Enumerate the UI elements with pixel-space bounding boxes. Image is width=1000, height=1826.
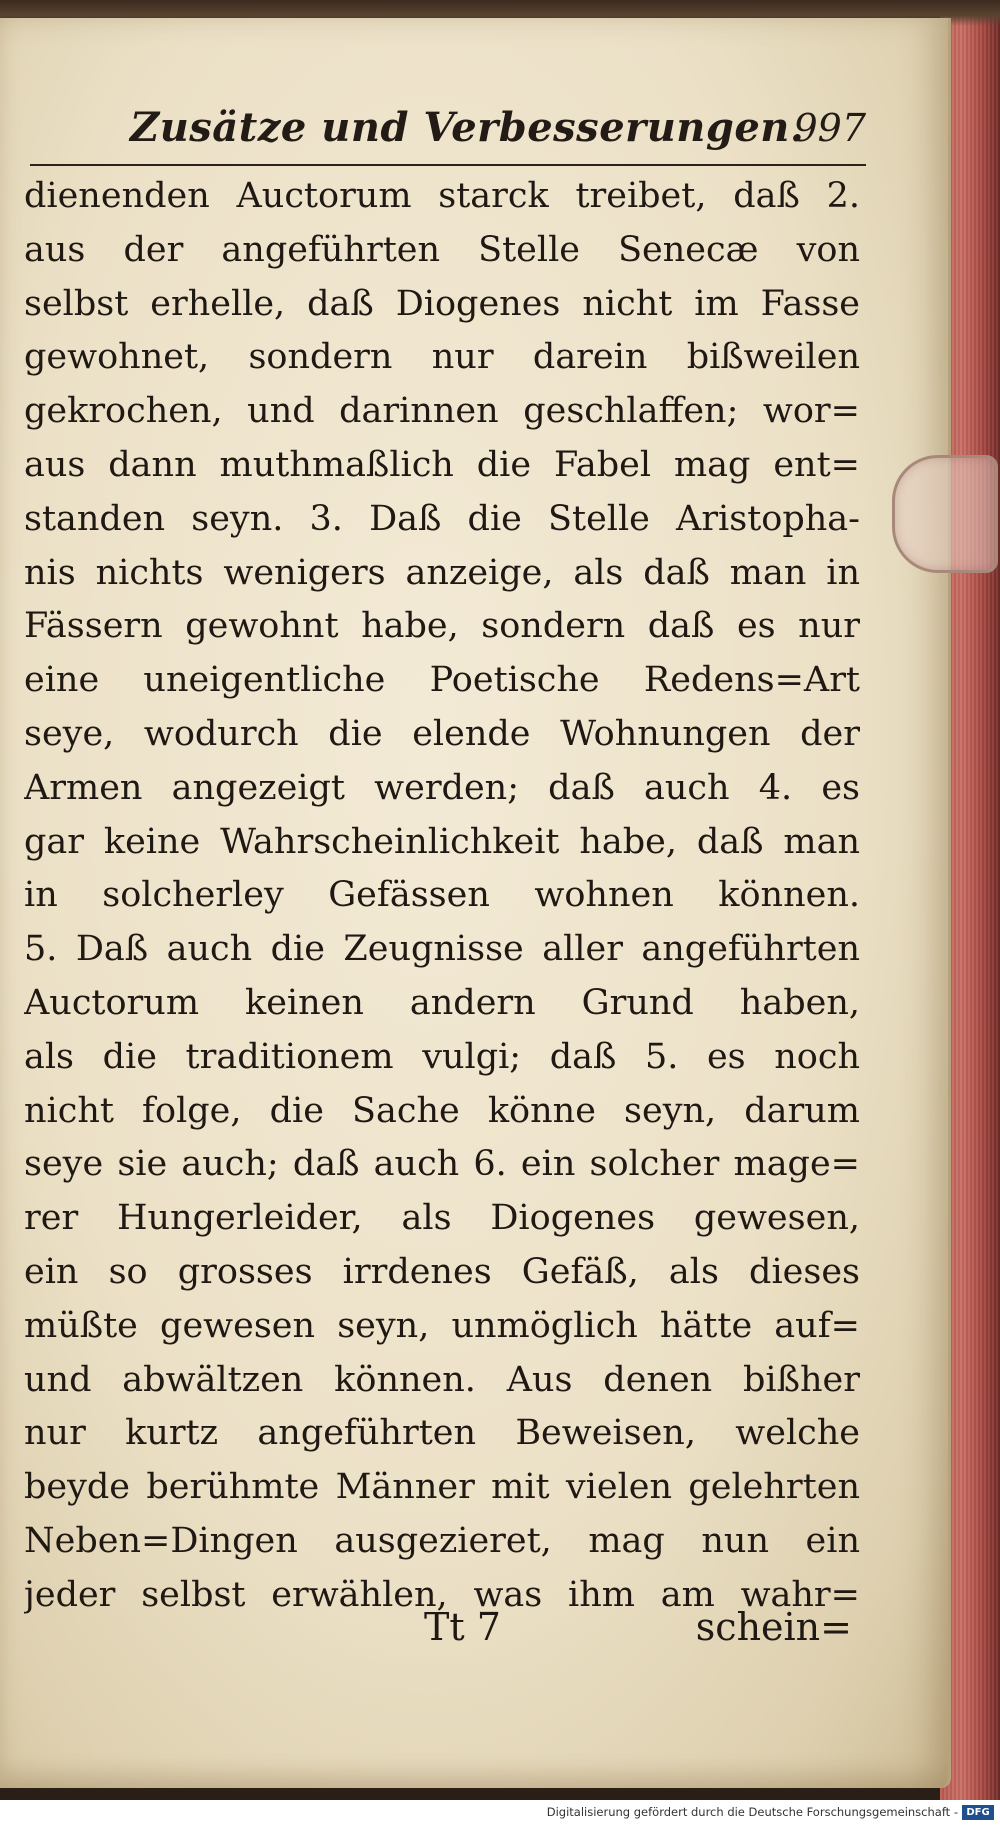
- page-footer: [30, 1605, 866, 1665]
- credit-bar: [0, 1800, 1000, 1826]
- text-line: gekrochen, und darinnen geschlaffen; wor=: [24, 391, 860, 432]
- text-line: Auctorum keinen andern Grund haben,: [24, 982, 860, 1023]
- text-line: Armen angezeigt werden; daß auch 4. es: [24, 767, 860, 808]
- text-line: standen seyn. 3. Daß die Stelle Aristopha-: [24, 498, 860, 539]
- text-line: jeder selbst erwählen, was ihm am wahr=: [24, 1574, 860, 1615]
- text-line: aus der angeführten Stelle Senecæ von: [24, 229, 860, 270]
- text-line: nicht folge, die Sache könne seyn, darum: [24, 1090, 860, 1131]
- text-line: müßte gewesen seyn, unmöglich hätte auf=: [24, 1305, 860, 1346]
- text-line: Neben=Dingen ausgezieret, mag nun ein: [24, 1520, 860, 1561]
- running-head: [30, 100, 866, 166]
- text-line: 5. Daß auch die Zeugnisse aller angeführten: [24, 929, 860, 970]
- text-line: beyde berühmte Männer mit vielen gelehrten: [24, 1467, 860, 1508]
- text-line: gar keine Wahrscheinlichkeit habe, daß man: [24, 821, 860, 862]
- text-line: selbst erhelle, daß Diogenes nicht im Fasse: [24, 283, 860, 324]
- text-line: nis nichts wenigers anzeige, als daß man in: [24, 552, 860, 593]
- text-line: als die traditionem vulgi; daß 5. es noch: [24, 1036, 860, 1077]
- text-line: seye sie auch; daß auch 6. ein solcher mage=: [24, 1144, 860, 1185]
- credit-text: Digitalisierung gefördert durch die Deutsche Forschungsgemeinschaft -: [546, 1805, 958, 1819]
- bookmark-ribbon: [892, 455, 998, 573]
- text-line: dienenden Auctorum starck treibet, daß 2.: [24, 176, 860, 216]
- text-line: seye, wodurch die elende Wohnungen der: [24, 713, 860, 754]
- text-line: rer Hungerleider, als Diogenes gewesen,: [24, 1198, 860, 1239]
- text-line: ein so grosses irrdenes Gefäß, als dieses: [24, 1251, 860, 1292]
- text-line: eine uneigentliche Poetische Redens=Art: [24, 660, 860, 701]
- catchword: schein=: [695, 1605, 852, 1649]
- text-line: aus dann muthmaßlich die Fabel mag ent=: [24, 444, 860, 485]
- text-line: und abwältzen können. Aus denen bißher: [24, 1359, 860, 1400]
- book-page: [0, 18, 951, 1788]
- text-line: in solcherley Gefässen wohnen können.: [24, 875, 860, 916]
- body-text: [24, 170, 860, 1623]
- text-line: nur kurtz angeführten Beweisen, welche: [24, 1413, 860, 1454]
- page-number: 997: [793, 106, 866, 150]
- text-line: gewohnet, sondern nur darein bißweilen: [24, 337, 860, 378]
- dfg-logo[interactable]: DFG: [962, 1805, 994, 1820]
- running-head-title: Zusätze und Verbesserungen.: [130, 104, 805, 151]
- signature-mark: Tt 7: [424, 1605, 501, 1649]
- text-line: Fässern gewohnt habe, sondern daß es nur: [24, 606, 860, 647]
